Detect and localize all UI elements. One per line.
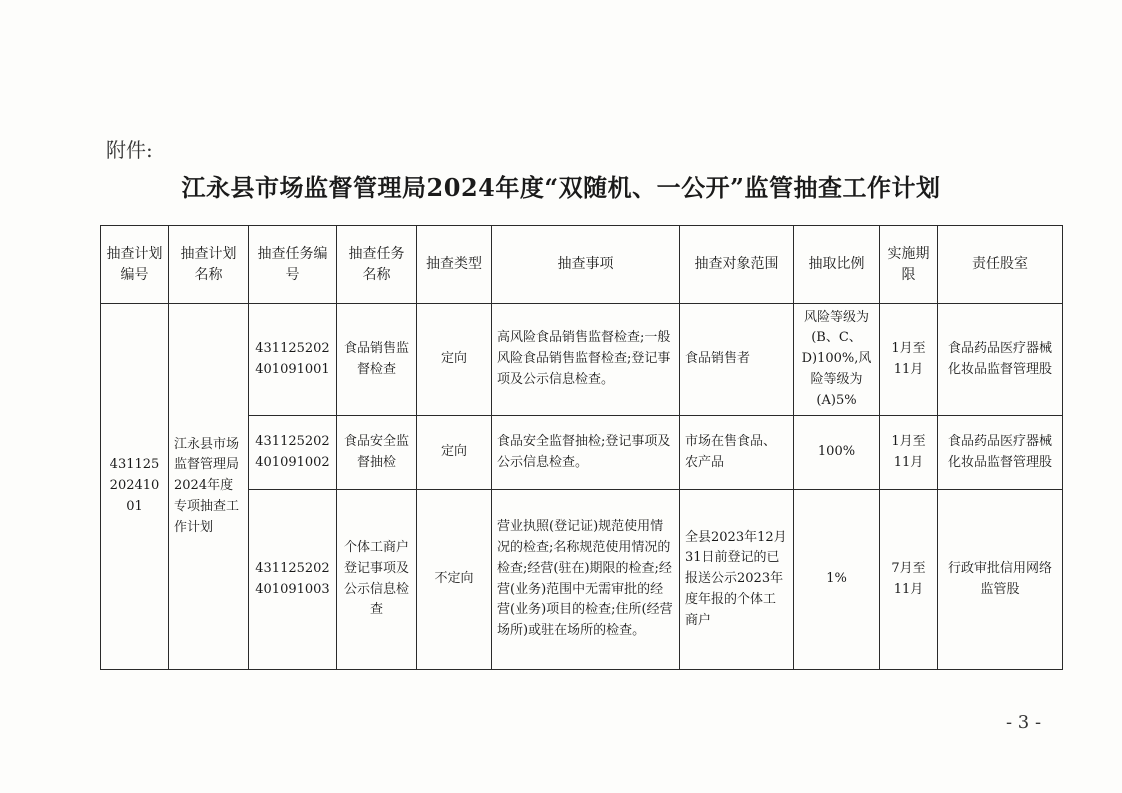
header-task-name: 抽查任务名称 <box>337 226 417 304</box>
plan-name-cell: 江永县市场监督管理局2024年度专项抽查工作计划 <box>169 304 249 670</box>
inspection-plan-table <box>100 225 1063 670</box>
header-task-number: 抽查任务编号 <box>249 226 337 304</box>
task-number-cell: 431125202401091002 <box>249 416 337 490</box>
type-cell: 定向 <box>417 304 492 416</box>
header-plan-number: 抽查计划编号 <box>101 226 169 304</box>
department-cell: 食品药品医疗器械化妆品监督管理股 <box>938 304 1063 416</box>
document-title: 江永县市场监督管理局2024年度“双随机、一公开”监管抽查工作计划 <box>181 173 941 202</box>
plan-number-cell: 43112520241001 <box>101 304 169 670</box>
page-number: - 3 - <box>1006 712 1042 733</box>
period-cell: 7月至11月 <box>880 490 938 670</box>
table-row <box>101 304 1063 416</box>
scope-cell: 全县2023年12月31日前登记的已报送公示2023年度年报的个体工商户 <box>680 490 794 670</box>
header-period: 实施期限 <box>880 226 938 304</box>
ratio-cell: 100% <box>794 416 880 490</box>
header-scope: 抽查对象范围 <box>680 226 794 304</box>
header-plan-name: 抽查计划名称 <box>169 226 249 304</box>
items-cell: 营业执照(登记证)规范使用情况的检查;名称规范使用情况的检查;经营(驻在)期限的检查;经营(业务)范围中无需审批的经营(业务)项目的检查;住所(经营场所)或驻在场所的检查。 <box>492 490 680 670</box>
task-name-cell: 食品销售监督检查 <box>337 304 417 416</box>
department-cell: 食品药品医疗器械化妆品监督管理股 <box>938 416 1063 490</box>
items-cell: 食品安全监督抽检;登记事项及公示信息检查。 <box>492 416 680 490</box>
ratio-cell: 风险等级为(B、C、D)100%,风险等级为(A)5% <box>794 304 880 416</box>
header-department: 责任股室 <box>938 226 1063 304</box>
task-name-cell: 个体工商户登记事项及公示信息检查 <box>337 490 417 670</box>
task-number-cell: 431125202401091003 <box>249 490 337 670</box>
period-cell: 1月至11月 <box>880 304 938 416</box>
header-ratio: 抽取比例 <box>794 226 880 304</box>
items-cell: 高风险食品销售监督检查;一般风险食品销售监督检查;登记事项及公示信息检查。 <box>492 304 680 416</box>
department-cell: 行政审批信用网络监管股 <box>938 490 1063 670</box>
period-cell: 1月至11月 <box>880 416 938 490</box>
scope-cell: 食品销售者 <box>680 304 794 416</box>
table-header-row <box>101 226 1063 304</box>
type-cell: 定向 <box>417 416 492 490</box>
ratio-cell: 1% <box>794 490 880 670</box>
header-items: 抽查事项 <box>492 226 680 304</box>
type-cell: 不定向 <box>417 490 492 670</box>
header-type: 抽查类型 <box>417 226 492 304</box>
task-number-cell: 431125202401091001 <box>249 304 337 416</box>
task-name-cell: 食品安全监督抽检 <box>337 416 417 490</box>
attachment-label: 附件: <box>106 138 153 162</box>
scope-cell: 市场在售食品、农产品 <box>680 416 794 490</box>
